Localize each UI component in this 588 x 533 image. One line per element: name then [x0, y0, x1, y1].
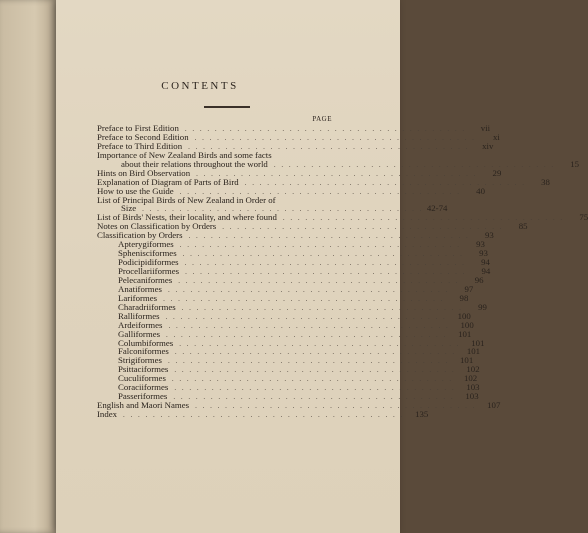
toc-entry-label: Falconiformes	[118, 346, 169, 357]
toc-entry-page: 93	[476, 239, 485, 250]
toc-entry-page: 103	[466, 382, 480, 393]
toc-leader-dots: . . . . . . . . . . . . . . . . . . . . . . . . . . . . . . . . . . . . . .	[174, 384, 456, 393]
toc-leader-dots: . . . . . . . . . . . . . . . . . . . . . . . . . . . . . . . . . . . . . .	[168, 321, 450, 330]
toc-leader-dots: . . . . . . . . . . . . . . . . . . . . . . . . . . . . . . . . . . . . . .	[167, 357, 450, 366]
toc-entry-page: 94	[481, 266, 491, 276]
toc-entry-label: Galliformes	[118, 328, 161, 339]
contents-list	[97, 123, 588, 419]
toc-entry-label: List of Birds' Nests, their locality, and where found	[97, 212, 277, 223]
toc-entry-label: Apterygiformes	[118, 239, 174, 250]
toc-entry-page: 40	[476, 185, 485, 196]
toc-leader-dots: . . . . . . . . . . . . . . . . . . . . . . . . . . . . . . . . . . . . . .	[173, 393, 455, 402]
toc-entry-label: Classification by Orders	[97, 230, 183, 241]
toc-leader-dots: . . . . . . . . . . . . . . . . . . . . . . . . . . . . . . . . . . . . . .	[123, 411, 405, 419]
toc-entry-label: Hints on Bird Observation	[97, 167, 191, 178]
toc-entry-label: Coraciiformes	[118, 382, 169, 393]
toc-entry-page: 38	[541, 176, 550, 187]
toc-entry-page: 29	[492, 167, 502, 178]
toc-entry-page: 101	[466, 346, 481, 357]
toc-entry	[97, 400, 501, 411]
toc-leader-dots: . . . . . . . . . . . . . . . . . . . . . . . . . . . . . . . . . . . . . .	[184, 259, 466, 268]
toc-entry-page: 15	[570, 158, 580, 169]
toc-entry-label: English and Maori Names	[97, 400, 190, 411]
toc-entry-label: How to use the Guide	[97, 185, 174, 196]
toc-entry-page: 101	[458, 328, 472, 339]
toc-leader-dots: . . . . . . . . . . . . . . . . . . . . . . . . . . . . . . . . . . . . . .	[196, 169, 478, 178]
toc-entry-page: 93	[479, 248, 488, 259]
toc-entry-label: Ralliformes	[118, 310, 160, 321]
toc-entry-page: 98	[459, 292, 469, 303]
toc-entry-label: Lariformes	[118, 292, 158, 303]
toc-leader-dots: . . . . . . . . . . . . . . . . . . . . . . . . . . . . . . . . . . . . . .	[273, 160, 556, 169]
toc-leader-dots: . . . . . . . . . . . . . . . . . . . . . . . . . . . . . . . . . . . . . .	[181, 303, 463, 312]
toc-entry-label: List of Principal Birds of New Zealand in Order of	[97, 194, 276, 205]
toc-leader-dots: . . . . . . . . . . . . . . . . . . . . . . . . . . . . . . . . . . . . . .	[188, 232, 470, 241]
toc-entry-label: Importance of New Zealand Birds and some facts	[97, 149, 272, 160]
toc-entry-label: Explanation of Diagram of Parts of Bird	[97, 176, 239, 187]
toc-leader-dots: . . . . . . . . . . . . . . . . . . . . . . . . . . . . . . . . . . . . . .	[142, 205, 424, 214]
toc-entry-page: xiv	[482, 140, 494, 151]
toc-entry-page: 107	[487, 400, 501, 411]
toc-leader-dots: . . . . . . . . . . . . . . . . . . . . . . . . . . . . . . . . . . . . . .	[244, 178, 526, 187]
toc-leader-dots: . . . . . . . . . . . . . . . . . . . . . . . . . . . . . . . . . . . . . .	[163, 294, 445, 303]
page-column-heading: PAGE	[312, 115, 332, 123]
toc-entry-label: Size	[121, 203, 137, 214]
toc-leader-dots: . . . . . . . . . . . . . . . . . . . . . . . . . . . . . . . . . . . . . .	[174, 366, 456, 375]
toc-entry-label: Podicipidiformes	[118, 257, 179, 268]
toc-leader-dots: . . . . . . . . . . . . . . . . . . . . . . . . . . . . . . . . . . . . . .	[179, 339, 461, 348]
toc-leader-dots: . . . . . . . . . . . . . . . . . . . . . . . . . . . . . . . . . . . . . .	[174, 348, 457, 357]
toc-entry-label: Passeriformes	[118, 391, 168, 402]
toc-entry-page: 102	[466, 364, 480, 375]
toc-leader-dots: . . . . . . . . . . . . . . . . . . . . . . . . . . . . . . . . . . . . . .	[165, 312, 447, 321]
toc-entry-label: Preface to First Edition	[97, 123, 179, 133]
toc-entry-label: Charadriiformes	[118, 301, 176, 312]
toc-entry-page: 96	[474, 274, 484, 285]
toc-leader-dots: . . . . . . . . . . . . . . . . . . . . . . . . . . . . . . . . . . . . . .	[188, 142, 470, 151]
toc-entry-label: Pelecaniformes	[118, 274, 173, 285]
toc-entry-page: 85	[518, 221, 528, 232]
toc-entry-page: 101	[460, 355, 474, 366]
toc-leader-dots: . . . . . . . . . . . . . . . . . . . . . . . . . . . . . . . . . . . . . .	[185, 268, 467, 276]
toc-entry-page: 102	[463, 373, 478, 384]
toc-entry-page: xi	[493, 131, 500, 142]
toc-entry-label: Preface to Third Edition	[97, 140, 183, 151]
toc-entry-label: Anatiformes	[118, 283, 162, 294]
toc-leader-dots: . . . . . . . . . . . . . . . . . . . . . . . . . . . . . . . . . . . . . .	[166, 330, 448, 339]
toc-entry-page: 99	[478, 301, 487, 312]
title-rule	[204, 106, 250, 108]
toc-leader-dots: . . . . . . . . . . . . . . . . . . . . . . . . . . . . . . . . . . . . . .	[194, 133, 476, 142]
toc-leader-dots: . . . . . . . . . . . . . . . . . . . . . . . . . . . . . . . . . . . . . .	[179, 241, 461, 250]
toc-entry-label: about their relations throughout the world	[121, 158, 268, 169]
toc-leader-dots: . . . . . . . . . . . . . . . . . . . . . . . . . . . . . . . . . . . . . .	[178, 276, 460, 285]
toc-leader-dots: . . . . . . . . . . . . . . . . . . . . . . . . . . . . . . . . . . . . . .	[184, 125, 467, 133]
toc-entry-page: 97	[464, 283, 474, 294]
toc-entry-label: Ardeiformes	[118, 319, 163, 330]
toc-entry-page: 93	[484, 230, 494, 241]
toc-entry-page: 100	[460, 319, 474, 330]
toc-leader-dots: . . . . . . . . . . . . . . . . . . . . . . . . . . . . . . . . . . . . . .	[195, 402, 477, 411]
toc-entry-page: vii	[480, 123, 491, 133]
toc-entry-label: Strigiformes	[118, 355, 162, 366]
toc-entry-page: 101	[471, 337, 485, 348]
toc-entry-label: Preface to Second Edition	[97, 131, 189, 142]
toc-entry-page: 135	[415, 409, 429, 419]
toc-entry-label: Cuculiformes	[118, 373, 166, 384]
toc-entry-label: Columbiformes	[118, 337, 174, 348]
toc-leader-dots: . . . . . . . . . . . . . . . . . . . . . . . . . . . . . . . . . . . . . .	[171, 375, 454, 384]
toc-entry-page: 42-74	[426, 203, 448, 214]
toc-entry-label: Notes on Classification by Orders	[97, 221, 217, 232]
toc-entry-label: Procellariiformes	[118, 266, 180, 276]
toc-entry-page: 103	[465, 391, 479, 402]
toc-entry-page: 75	[579, 212, 588, 223]
toc-entry-label: Index	[97, 409, 118, 419]
toc-leader-dots: . . . . . . . . . . . . . . . . . . . . . . . . . . . . . . . . . . . . . .	[182, 250, 464, 259]
toc-entry-page: 94	[481, 257, 490, 268]
toc-entry-page: 100	[457, 310, 471, 321]
page-title: CONTENTS	[161, 80, 239, 92]
toc-entry-label: Psittaciformes	[118, 364, 169, 375]
toc-entry-label: Sphenisciformes	[118, 248, 177, 259]
toc-leader-dots: . . . . . . . . . . . . . . . . . . . . . . . . . . . . . . . . . . . . . .	[167, 285, 450, 294]
toc-leader-dots: . . . . . . . . . . . . . . . . . . . . . . . . . . . . . . . . . . . . . .	[179, 187, 461, 196]
toc-leader-dots: . . . . . . . . . . . . . . . . . . . . . . . . . . . . . . . . . . . . . .	[282, 214, 565, 223]
toc-leader-dots: . . . . . . . . . . . . . . . . . . . . . . . . . . . . . . . . . . . . . .	[222, 223, 504, 232]
toc-entry	[97, 409, 429, 419]
